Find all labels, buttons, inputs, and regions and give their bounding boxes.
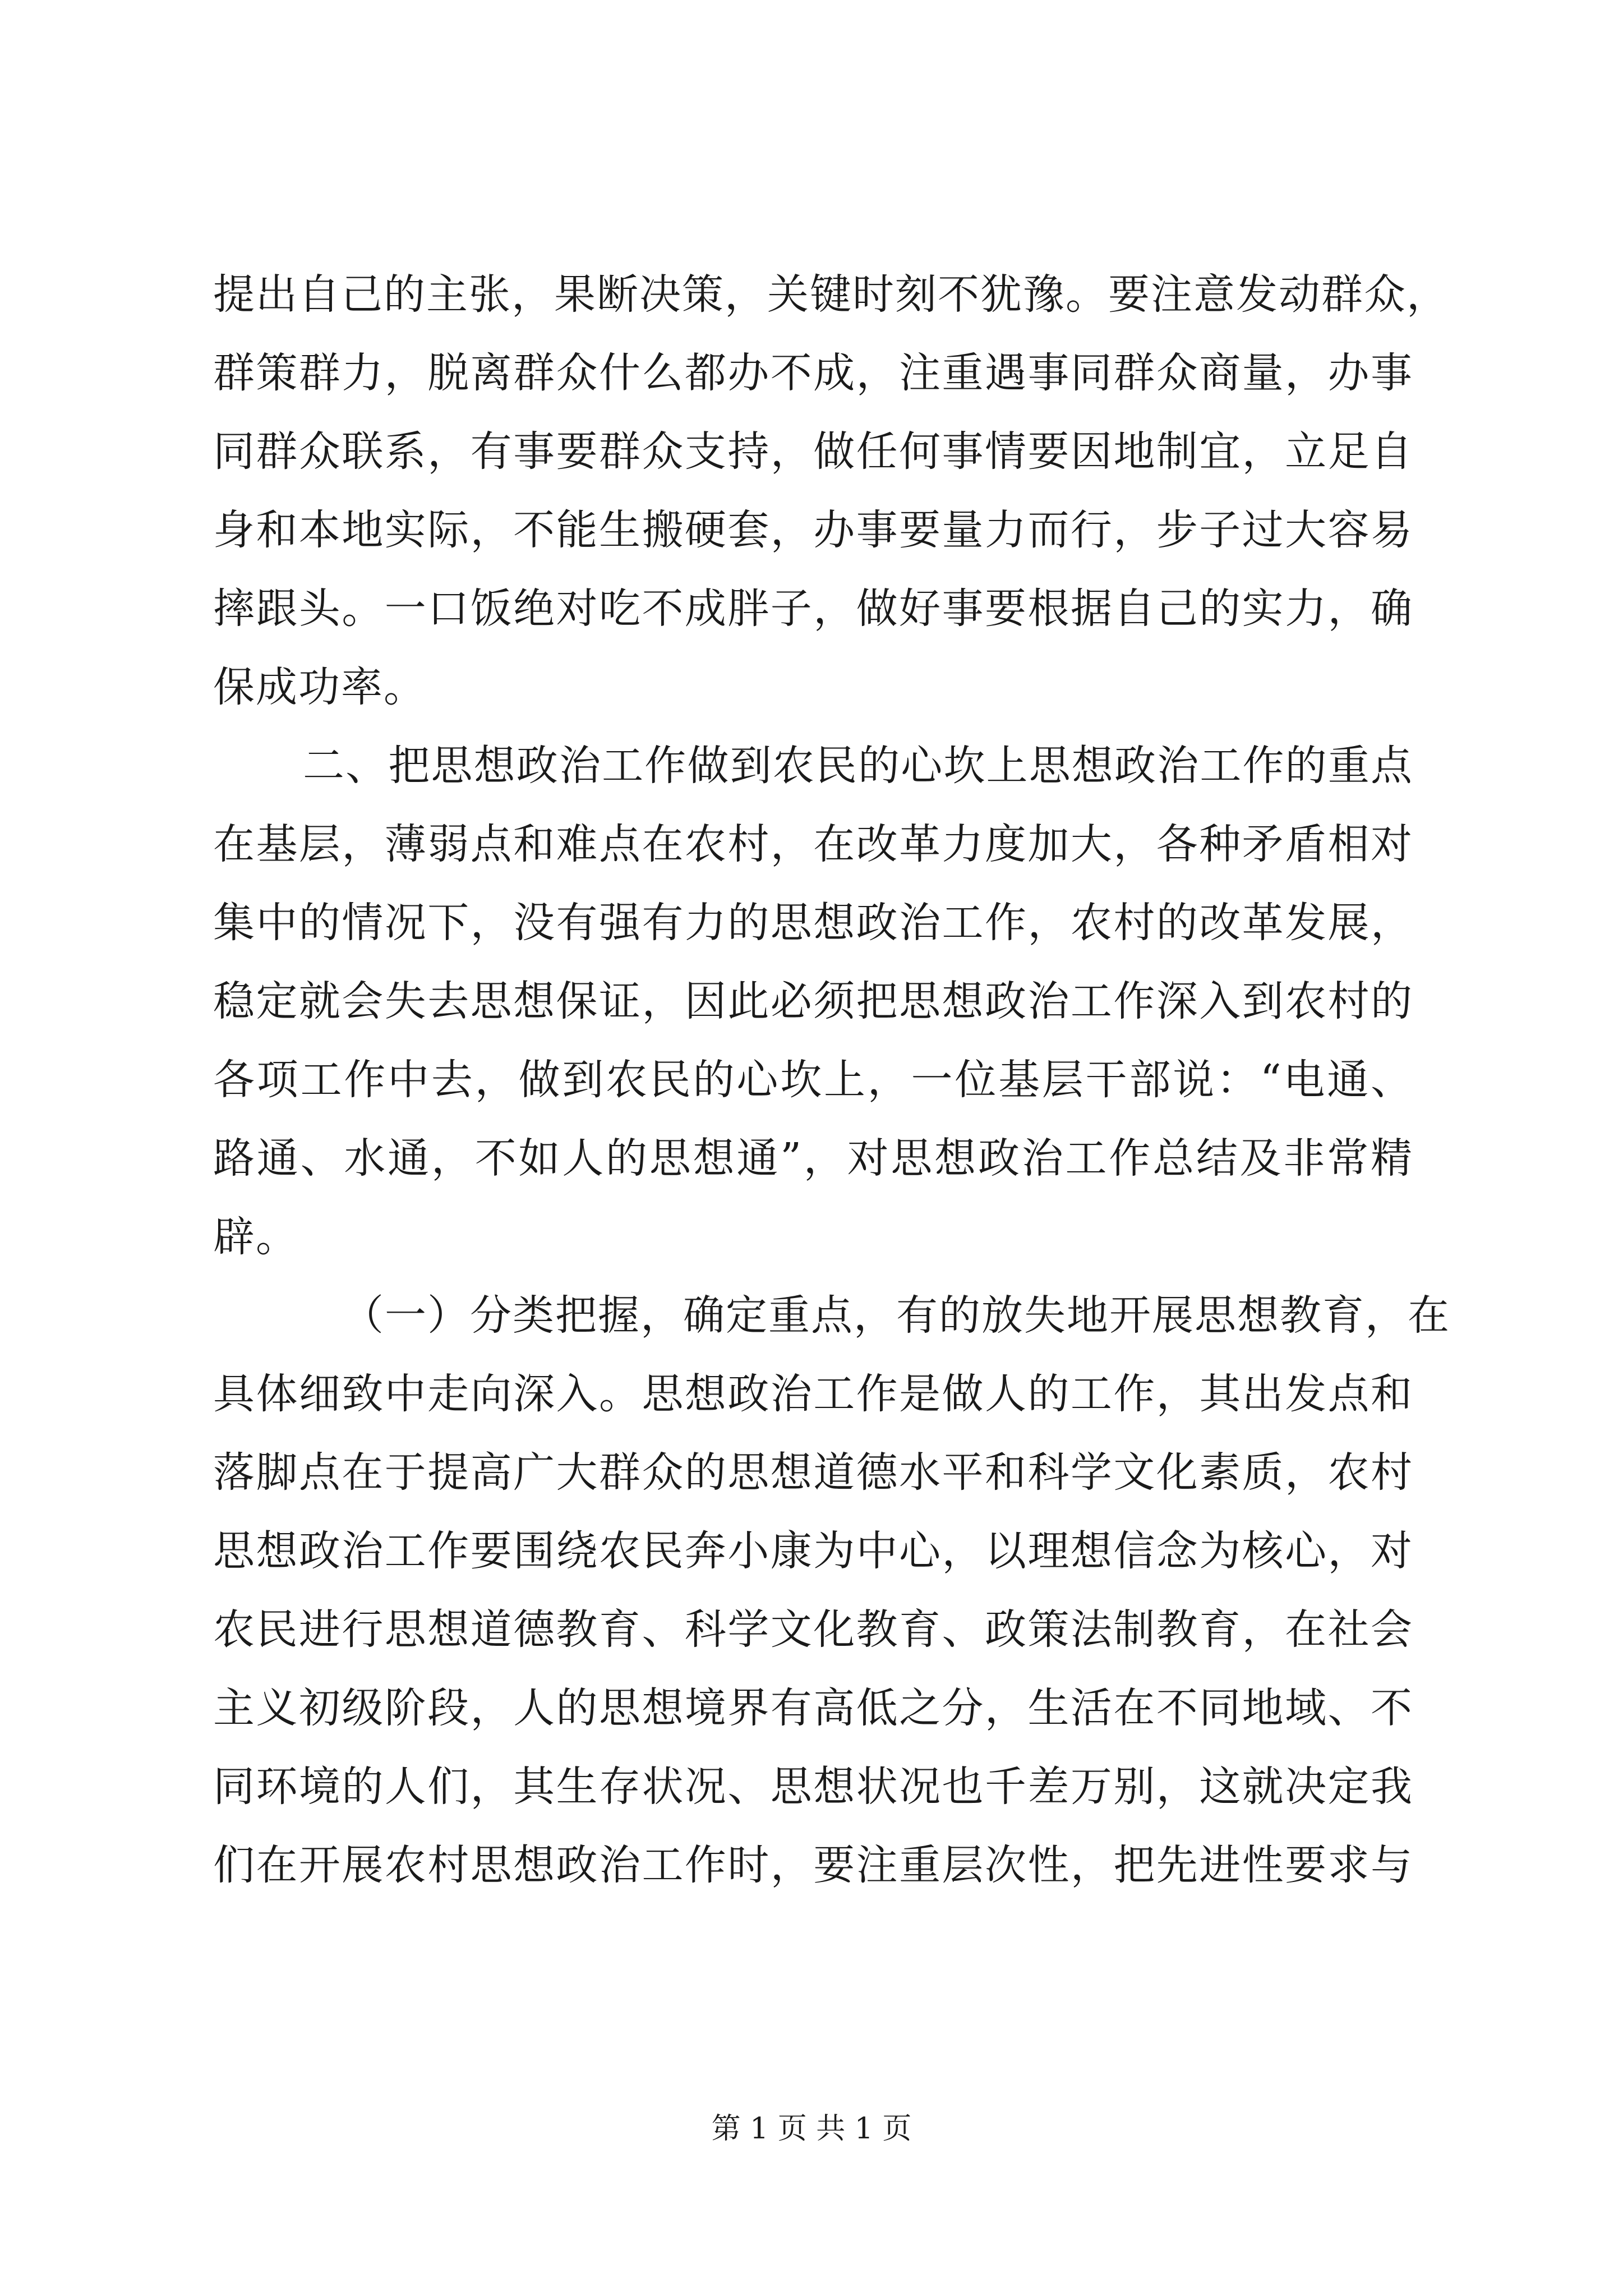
- text-line: 辟。: [213, 1213, 298, 1261]
- text-line: 提出自己的主张，果断决策，关键时刻不犹豫。要注意发动群众，: [213, 270, 1449, 319]
- text-line: 群策群力，脱离群众什么都办不成，注重遇事同群众商量，办事: [213, 349, 1413, 397]
- text-line: 集中的情况下，没有强有力的思想政治工作，农村的改革发展，: [213, 899, 1413, 947]
- subsection-heading-line: （一）分类把握，确定重点，有的放失地开展思想教育，在: [342, 1291, 1450, 1340]
- text-line: 同群众联系，有事要群众支持，做任何事情要因地制宜，立足自: [213, 427, 1413, 476]
- page-footer: 第 1 页 共 1 页: [711, 2112, 912, 2146]
- text-line: 在基层，薄弱点和难点在农村，在改革力度加大，各种矛盾相对: [213, 820, 1413, 868]
- text-line: 们在开展农村思想政治工作时，要注重层次性，把先进性要求与: [213, 1841, 1413, 1889]
- text-line: 保成功率。: [213, 663, 426, 711]
- text-line: 摔跟头。一口饭绝对吃不成胖子，做好事要根据自己的实力，确: [213, 585, 1413, 633]
- text-line: 身和本地实际，不能生搬硬套，办事要量力而行，步子过大容易: [213, 506, 1413, 554]
- text-line: 路通、水通，不如人的思想通”，对思想政治工作总结及非常精: [213, 1134, 1413, 1182]
- text-line: 主义初级阶段，人的思想境界有高低之分，生活在不同地域、不: [213, 1684, 1413, 1732]
- text-line: 各项工作中去，做到农民的心坎上，一位基层干部说：“电通、: [213, 1056, 1413, 1104]
- text-line: 农民进行思想道德教育、科学文化教育、政策法制教育，在社会: [213, 1605, 1413, 1654]
- text-line: 稳定就会失去思想保证，因此必须把思想政治工作深入到农村的: [213, 977, 1413, 1025]
- text-line: 思想政治工作要围绕农民奔小康为中心，以理想信念为核心，对: [213, 1527, 1413, 1575]
- text-line: 同环境的人们，其生存状况、思想状况也千差万别，这就决定我: [213, 1763, 1413, 1811]
- section-heading-line: 二、把思想政治工作做到农民的心坎上思想政治工作的重点: [303, 742, 1413, 790]
- text-line: 落脚点在于提高广大群众的思想道德水平和科学文化素质，农村: [213, 1448, 1413, 1497]
- text-line: 具体细致中走向深入。思想政治工作是做人的工作，其出发点和: [213, 1370, 1413, 1418]
